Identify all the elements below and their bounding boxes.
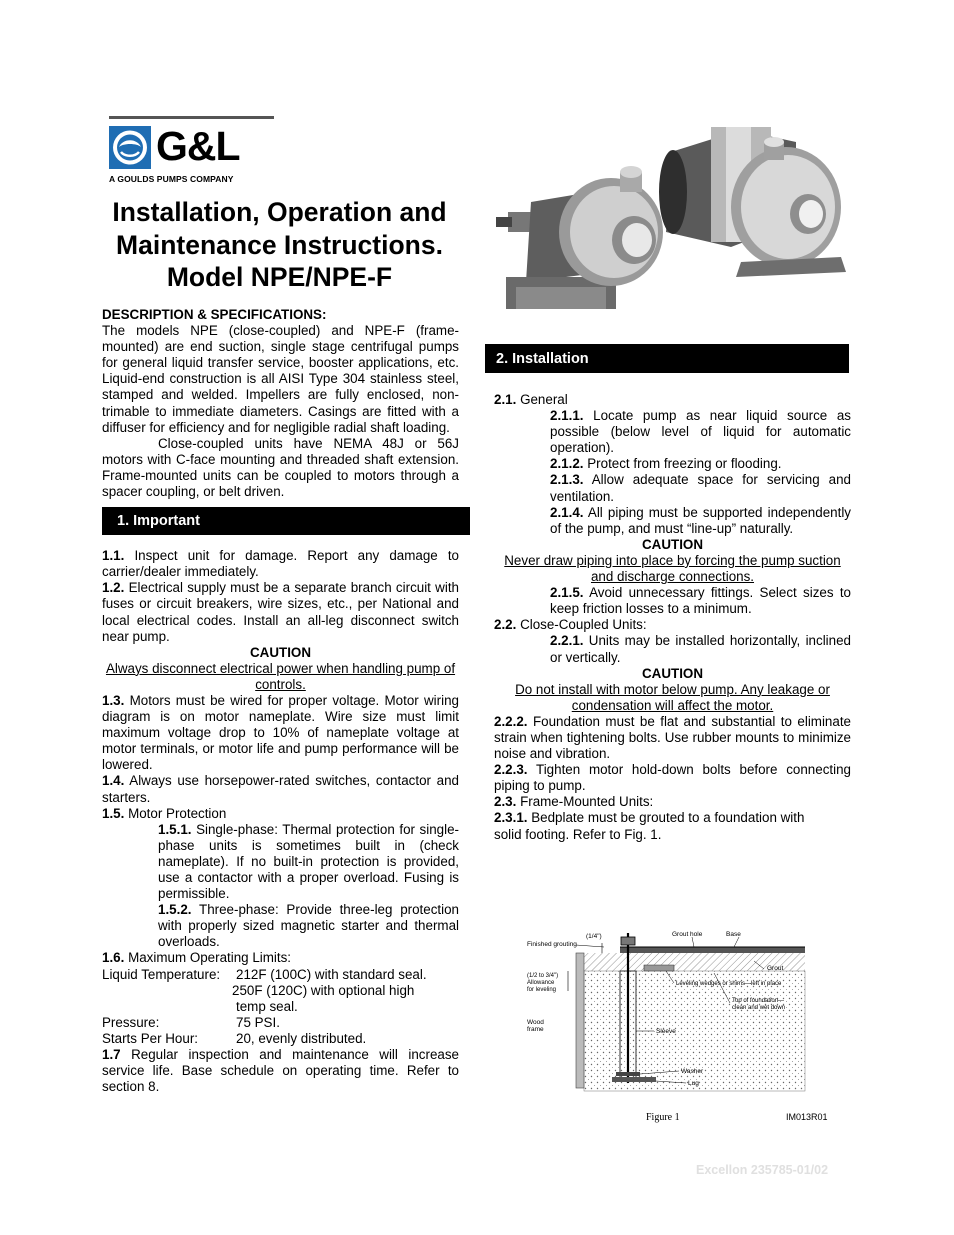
- item-2-1-3: 2.1.3. Allow adequate space for servicing and ventilation.: [550, 472, 851, 504]
- item-1-3: 1.3. Motors must be wired for proper voltage. Motor wiring diagram is on motor nameplate. Wire size must limit maximum voltage drop to 10% of nameplate voltage at motor terminals, or motor life and pump performance will be lowered.: [102, 692, 459, 773]
- item-2-1-1: 2.1.1. Locate pump as near liquid source as possible (below level of liquid for automatic operation).: [550, 408, 851, 456]
- caution-3-title: CAUTION: [642, 665, 703, 681]
- figure-1-caption: Figure 1: [646, 1112, 680, 1123]
- caution-2-title: CAUTION: [642, 536, 703, 552]
- company-logo: [109, 123, 279, 184]
- limit-value-liquid-temperature-2: 250F (120C) with optional high: [232, 982, 415, 998]
- label-finished-grouting: Finished grouting: [527, 941, 577, 948]
- washer: [616, 1072, 640, 1076]
- item-1-5-2: 1.5.2. Three-phase: Provide three-leg protection with properly sized magnetic starter and thermal overloads.: [158, 902, 459, 950]
- limit-row-pressure: [102, 1015, 459, 1031]
- section-header-installation-label: 2. Installation: [496, 351, 589, 367]
- item-1-2: 1.2. Electrical supply must be a separate branch circuit with fuses or circuit breakers, wire sizes, etc., per National and local electrical codes. Install an all-leg disconnect switch near pump.: [102, 580, 459, 644]
- item-2-1-4: 2.1.4. All piping must be supported independently of the pump, and must “line-up” naturally.: [550, 504, 851, 536]
- operating-limits-table: [102, 967, 459, 1047]
- lug: [612, 1077, 656, 1082]
- caution-2-text: Never draw piping into place by forcing the pump suction and discharge connections.: [504, 552, 841, 585]
- item-1-5: 1.5. Motor Protection: [102, 805, 227, 821]
- item-2-2-3: 2.2.3. Tighten motor hold-down bolts before connecting piping to pump.: [494, 762, 851, 794]
- logo-rule: [109, 116, 274, 119]
- label-washer: Washer: [681, 1068, 704, 1075]
- label-allowance-3: for leveling: [527, 987, 557, 993]
- limit-value-pressure: 75 PSI.: [236, 1014, 280, 1030]
- title-line-2: Maintenance Instructions.: [116, 229, 443, 260]
- figure-1-code: IM013R01: [786, 1112, 828, 1122]
- base-plate: [620, 947, 805, 953]
- limit-row-liquid-temperature: [102, 967, 459, 983]
- item-2-3: 2.3. Frame-Mounted Units:: [494, 794, 654, 810]
- title-line-3: Model NPE/NPE-F: [166, 262, 393, 292]
- left-column: [102, 307, 459, 1095]
- description-heading: DESCRIPTION & SPECIFICATIONS:: [102, 307, 327, 322]
- item-2-2-2: 2.2.2. Foundation must be flat and substantial to eliminate strain when tightening bolts. Use rubber mounts to minimize noise and vibration.: [494, 713, 851, 762]
- label-top-of-foundation-2: clean and wet down: [732, 1005, 786, 1011]
- item-1-4: 1.4. Always use horsepower-rated switches, contactor and starters.: [102, 773, 459, 805]
- item-1-5-1: 1.5.1. Single-phase: Thermal protection for single-phase units is sometimes built in (check nameplate). If no built-in protection is provided, use a contactor with a proper overload. Fusing is permissible.: [158, 821, 459, 902]
- item-1-1: 1.1. Inspect unit for damage. Report any damage to carrier/dealer immediately.: [102, 548, 459, 580]
- item-2-2: 2.2. Close-Coupled Units:: [494, 617, 647, 633]
- logo-wordmark: G&L: [156, 123, 240, 169]
- limit-label-starts-per-hour: Starts Per Hour:: [102, 1030, 198, 1046]
- limit-value-starts-per-hour: 20, evenly distributed.: [236, 1030, 367, 1046]
- item-2-1-2: 2.1.2. Protect from freezing or flooding.: [550, 456, 782, 472]
- close-coupled-pump-illustration: [659, 127, 846, 277]
- label-wood-2: frame: [527, 1026, 544, 1033]
- item-1-6: 1.6. Maximum Operating Limits:: [102, 950, 292, 966]
- wood-frame: [576, 953, 584, 1088]
- label-grout: Grout: [767, 965, 784, 972]
- item-2-2-1: 2.2.1. Units may be installed horizontally, inclined or vertically.: [550, 633, 851, 665]
- description-paragraph-1: The models NPE (close-coupled) and NPE-F (frame-mounted) are end suction, single stage centrifugal pumps for general liquid transfer service, booster applications, etc. Liquid-end construction is all AISI Type 304 stainless steel, stamped and welded. Impellers are fully enclosed, non-trimable to immediate diameters. Casings are fitted with a diffuser for efficiency and for negligible radial shaft loading.: [102, 323, 459, 435]
- label-leveling-wedges: Leveling wedges or shims—left in place: [676, 981, 782, 987]
- limit-value-liquid-temperature-1: 212F (100C) with standard seal.: [236, 966, 427, 982]
- footer-document-code: Excellon 235785-01/02: [696, 1163, 829, 1177]
- label-quarter: (1/4"): [586, 933, 602, 940]
- limit-value-liquid-temperature-3: temp seal.: [236, 998, 298, 1014]
- logo-tagline: A GOULDS PUMPS COMPANY: [109, 174, 234, 184]
- caution-1-text: Always disconnect electrical power when handling pump of controls.: [105, 660, 456, 692]
- limit-row-starts-per-hour: [102, 1031, 459, 1047]
- figure-1-foundation-diagram: [524, 925, 834, 1125]
- item-1-7: 1.7 Regular inspection and maintenance will increase service life. Base schedule on operating time. Refer to section 8.: [102, 1047, 459, 1095]
- label-wood-1: Wood: [527, 1019, 544, 1026]
- item-2-1-5: 2.1.5. Avoid unnecessary fittings. Select sizes to keep friction losses to a minimum.: [550, 585, 851, 617]
- leveling-shims: [644, 965, 674, 971]
- title-line-1: Installation, Operation and: [112, 197, 447, 227]
- label-grout-hole: Grout hole: [672, 931, 703, 938]
- label-lug: Lug: [688, 1080, 699, 1087]
- label-allowance-2: Allowance: [527, 980, 555, 986]
- description-paragraph-2: Close-coupled units have NEMA 48J or 56J motors with C-face mounting and threaded shaft extension. Frame-mounted units can be coupled to motors through a spacer coupling, or belt driven.: [102, 435, 459, 500]
- document-title: [92, 196, 467, 294]
- label-sleeve: Sleeve: [656, 1028, 676, 1035]
- right-column: [494, 392, 851, 843]
- item-2-1: 2.1. General: [494, 392, 568, 407]
- limit-label-liquid-temperature: Liquid Temperature:: [102, 966, 221, 982]
- frame-mounted-pump-illustration: [496, 166, 663, 309]
- section-header-installation: [485, 344, 849, 373]
- caution-3-text: Do not install with motor below pump. Any leakage or condensation will affect the motor.: [515, 681, 830, 713]
- pump-product-image: [496, 122, 854, 312]
- caution-1-title: CAUTION: [250, 644, 311, 660]
- limit-label-pressure: Pressure:: [102, 1014, 160, 1030]
- label-top-of-foundation-1: Top of foundation—: [732, 998, 785, 1004]
- label-allowance-1: (1/2 to 3/4"): [527, 973, 559, 979]
- section-header-important-label: 1. Important: [117, 513, 200, 530]
- label-base: Base: [726, 931, 741, 938]
- item-2-3-1: 2.3.1. Bedplate must be grouted to a foundation with solid footing. Refer to Fig. 1.: [494, 810, 805, 842]
- bolt-nut: [621, 937, 635, 945]
- section-header-important: [102, 507, 470, 535]
